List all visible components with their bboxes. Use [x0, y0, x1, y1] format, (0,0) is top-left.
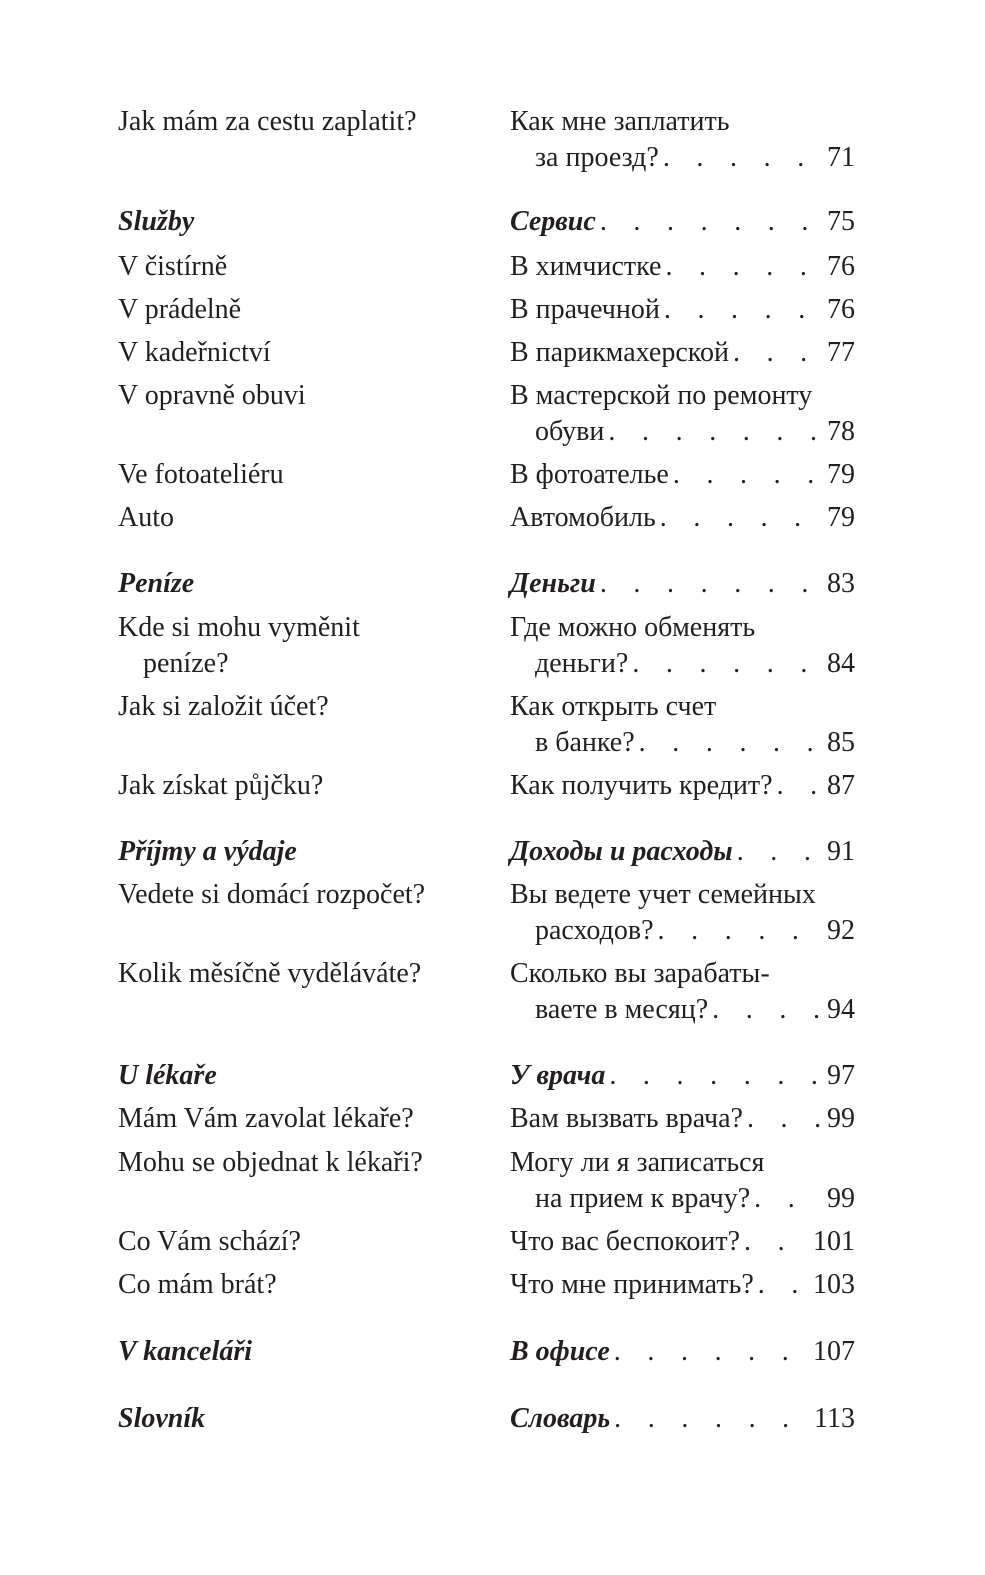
russian-title [510, 1334, 855, 1370]
dot-leader [750, 1181, 821, 1217]
page-number: 94 [827, 994, 855, 1025]
czech-title-line: Auto [118, 502, 174, 533]
dot-leader [708, 992, 821, 1028]
russian-title-line: Что вас беспокоит? [510, 1226, 741, 1257]
dot-leader [773, 768, 821, 804]
russian-title-line: деньги? [535, 648, 629, 679]
page-number: 107 [813, 1336, 855, 1367]
russian-title-line: Где можно обменять [510, 612, 756, 643]
page-number: 79 [827, 502, 855, 533]
czech-title-line: Mohu se objednat k lékaři? [118, 1147, 423, 1178]
russian-title-line: Деньги [510, 568, 596, 599]
page-number: 76 [827, 251, 855, 282]
czech-title-line: V čistírně [118, 251, 228, 282]
dot-leader [596, 566, 821, 602]
russian-title-line: Как мне заплатить [510, 106, 730, 137]
russian-title-line: Как получить кредит? [510, 770, 773, 801]
dot-leader [660, 292, 821, 328]
russian-title-line: В фотоателье [510, 459, 669, 490]
czech-title-line: Jak si založit účet? [118, 691, 329, 722]
czech-title [118, 1401, 493, 1437]
czech-title-line: Vedete si domácí rozpočet? [118, 879, 426, 910]
page-number: 113 [814, 1403, 855, 1434]
czech-title-line: V kadeřnictví [118, 337, 271, 368]
dot-leader [605, 1058, 821, 1094]
czech-title [118, 956, 493, 992]
czech-title [118, 1267, 493, 1303]
page-number: 71 [827, 142, 855, 173]
page-number: 79 [827, 459, 855, 490]
russian-title-line: за проезд? [535, 142, 659, 173]
dot-leader [596, 204, 821, 240]
page-number: 77 [827, 337, 855, 368]
page-number: 97 [827, 1060, 855, 1091]
czech-title-line: peníze? [143, 648, 229, 679]
czech-title-line: Příjmy a výdaje [118, 836, 297, 867]
dot-leader [733, 834, 821, 870]
czech-title [118, 104, 493, 140]
czech-title-line: Jak mám za cestu zaplatit? [118, 106, 417, 137]
page-number: 84 [827, 648, 855, 679]
russian-title [510, 204, 855, 240]
czech-title-line: Co Vám schází? [118, 1226, 301, 1257]
russian-title-line: ваете в месяц? [535, 994, 709, 1025]
russian-title [510, 1267, 855, 1303]
dot-leader [659, 140, 821, 176]
russian-title [510, 1401, 855, 1437]
russian-title-line: В прачечной [510, 294, 660, 325]
russian-title-line: Словарь [510, 1403, 611, 1434]
czech-title [118, 877, 493, 913]
czech-title [118, 610, 493, 682]
russian-title [510, 249, 855, 285]
czech-title-line: U lékaře [118, 1060, 217, 1091]
czech-title-line: Služby [118, 206, 195, 237]
czech-title [118, 1058, 493, 1094]
russian-title-line: Могу ли я записаться [510, 1147, 765, 1178]
russian-title-line: Доходы и расходы [510, 836, 733, 867]
dot-leader [654, 913, 821, 949]
russian-title-line: В офисе [510, 1336, 610, 1367]
russian-title-line: в банке? [535, 727, 635, 758]
russian-title-line: Как открыть счет [510, 691, 717, 722]
czech-title-line: Co mám brát? [118, 1269, 277, 1300]
page-number: 99 [827, 1183, 855, 1214]
russian-title [510, 1224, 855, 1260]
russian-title-line: Что мне принимать? [510, 1269, 754, 1300]
page-number: 78 [827, 416, 855, 447]
russian-title [510, 566, 855, 602]
czech-title-line: Jak získat půjčku? [118, 770, 324, 801]
page-number: 99 [827, 1103, 855, 1134]
page-number: 87 [827, 770, 855, 801]
russian-title [510, 768, 855, 804]
page-number: 76 [827, 294, 855, 325]
czech-title [118, 1145, 493, 1181]
russian-title [510, 335, 855, 371]
dot-leader [740, 1224, 807, 1260]
russian-title [510, 500, 855, 536]
czech-title-line: Ve fotoateliéru [118, 459, 284, 490]
dot-leader [729, 335, 821, 371]
czech-title [118, 1224, 493, 1260]
russian-title-line: Сколько вы зарабаты- [510, 958, 770, 989]
czech-title-line: Slovník [118, 1403, 206, 1434]
russian-title-line: Сервис [510, 206, 596, 237]
page-number: 92 [827, 915, 855, 946]
czech-title [118, 457, 493, 493]
russian-title-line: на прием к врачу? [535, 1183, 751, 1214]
czech-title [118, 1101, 493, 1137]
russian-title [510, 104, 855, 176]
czech-title [118, 566, 493, 602]
czech-title [118, 500, 493, 536]
czech-title-line: V kanceláři [118, 1336, 253, 1367]
page-number: 83 [827, 568, 855, 599]
dot-leader [635, 725, 821, 761]
page-number: 85 [827, 727, 855, 758]
russian-title [510, 689, 855, 761]
russian-title-line: В химчистке [510, 251, 662, 282]
page-number: 101 [813, 1226, 855, 1257]
page-number: 75 [827, 206, 855, 237]
dot-leader [628, 646, 821, 682]
czech-title [118, 204, 493, 240]
russian-title-line: расходов? [535, 915, 654, 946]
czech-title-line: Peníze [118, 568, 195, 599]
czech-title-line: Kolik měsíčně vyděláváte? [118, 958, 422, 989]
russian-title-line: Автомобиль [510, 502, 656, 533]
page-number: 103 [813, 1269, 855, 1300]
czech-title-line: Mám Vám zavolat lékaře? [118, 1103, 414, 1134]
czech-title-line: Kde si mohu vyměnit [118, 612, 360, 643]
czech-title-line: V opravně obuvi [118, 380, 306, 411]
dot-leader [661, 249, 821, 285]
czech-title [118, 689, 493, 725]
russian-title [510, 1145, 855, 1217]
dot-leader [610, 1334, 807, 1370]
czech-title [118, 335, 493, 371]
russian-title-line: В парикмахерской [510, 337, 729, 368]
dot-leader [754, 1267, 807, 1303]
russian-title-line: В мастерской по ремонту [510, 380, 813, 411]
russian-title-line: обуви [535, 416, 605, 447]
dot-leader [669, 457, 821, 493]
czech-title [118, 834, 493, 870]
russian-title [510, 834, 855, 870]
russian-title [510, 1058, 855, 1094]
czech-title [118, 249, 493, 285]
russian-title-line: Вам вызвать врача? [510, 1103, 743, 1134]
dot-leader [656, 500, 821, 536]
russian-title [510, 877, 855, 949]
russian-title-line: У врача [510, 1060, 606, 1091]
russian-title-line: Вы ведете учет семейных [510, 879, 816, 910]
czech-title-line: V prádelně [118, 294, 242, 325]
russian-title [510, 378, 855, 450]
czech-title [118, 292, 493, 328]
russian-title [510, 292, 855, 328]
russian-title [510, 1101, 855, 1137]
czech-title [118, 1334, 493, 1370]
dot-leader [743, 1101, 821, 1137]
dot-leader [604, 414, 821, 450]
czech-title [118, 768, 493, 804]
page-number: 91 [827, 836, 855, 867]
dot-leader [610, 1401, 808, 1437]
russian-title [510, 610, 855, 682]
russian-title [510, 457, 855, 493]
russian-title [510, 956, 855, 1028]
czech-title [118, 378, 493, 414]
